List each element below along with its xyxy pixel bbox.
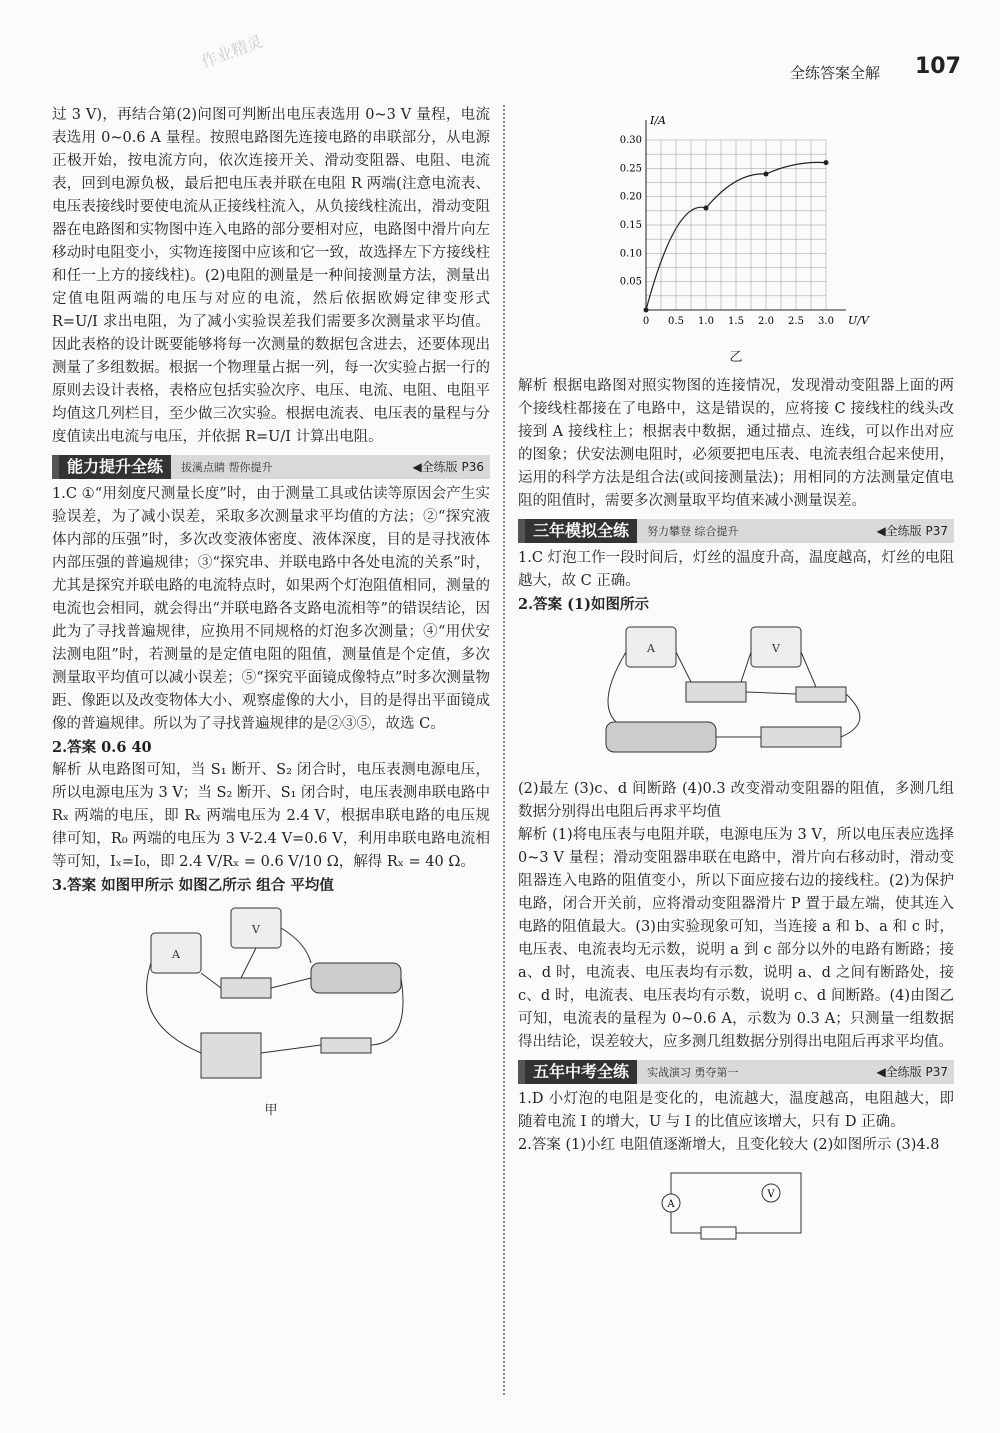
x-tick-label: 2.0 [758,316,774,327]
svg-text:A: A [172,948,180,961]
analysis-s2-q2: 解析 (1)将电压表与电阻并联，电源电压为 3 V，所以电压表应选择 0~3 V 量程；滑动变阻器串联在电路中，滑片向右移动时，滑动变阻器连入电路的阻值变小，所以下面应接右边的接线柱。(2)为保护电路，闭合开关前，应将滑动变阻器滑片 P 置于最左端，使其连入电路的阻值最大。(3)由实验现象可知，当连接 a 和 b、a 和 c 时，电压表、电流表均无示数，说明 a 到 c 部分以外的电路有断路；接 a、d 时，电流表、电压表均有示数，说明 a、d 之间有断路处，接 c、d 时，电流表、电压表均有示数，说明 c、d 间断路。(4)由图乙可知，电流表的量程为 0~0.6 A，示数为 0.3 A；只测量一组数据得出结论，误差较大，应多测几组数据分别得出电阻后再求平均值。 [518,827,954,1050]
svg-text:V: V [772,642,780,655]
svg-text:V: V [252,923,260,936]
figure-caption-yi: 乙 [729,350,743,365]
resistor-icon [686,682,746,702]
section-header-five-year [518,1060,954,1084]
section-title: 能力提升全练 [59,455,171,479]
right-column [518,104,954,1244]
answer-s2-q1: 1.C 灯泡工作一段时间后，灯丝的温度升高，温度越高，灯丝的电阻越大，故 C 正确。 [518,550,954,589]
answer-s2-q2-more: (2)最左 (3)c、d 间断路 (4)0.3 改变滑动变阻器的阻值，多测几组数据分别得出电阻后再求平均值 [518,781,954,820]
svg-text:V: V [767,1189,775,1200]
y-tick-label: 0.30 [619,135,642,146]
data-point [644,308,649,313]
data-point [824,160,829,165]
lamp-icon [221,978,271,998]
page-number: 107 [915,54,961,79]
section-subtitle: 努力攀登 综合提升 [647,524,739,538]
y-tick-label: 0.15 [619,220,642,231]
x-tick-label: 0 [642,316,650,327]
resistor-symbol [701,1227,736,1239]
intro-paragraph: 过 3 V)，再结合第(2)问图可判断出电压表选用 0~3 V 量程，电流表选用 0~0.6 A 量程。按照电路图先连接电路的串联部分，从电源正极开始，按电流方向，依次连接开关、滑动变阻器、电阻、电流表，回到电源负极，最后把电压表并联在电阻 R 两端(注意电流表、电压表接线时要使电流从正接线柱流入，从负接线柱流出，滑动变阻器在电路图和实物图中连入电路的部分要相对应，电路图中滑片向左移动时电阻变小，实物连接图中应该和它一致，故选择左下方接线柱和任一上方的接线柱)。(2)电阻的测量是一种间接测量方法，测量出定值电阻两端的电压与对应的电流，然后依据欧姆定律变形式 R=U/I 求出电阻，为了减小实验误差我们需要多次测量求平均值。因此表格的设计既要能够将每一次测量的数据包含进去，还要体现出测量了多组数据。根据一个物理量占据一列，每一次实验占据一行的原则去设计表格，表格应包括实验次序、电压、电流、电阻、电阻平均值这几列栏目，至少做三次实验。根据电流表、电压表的量程与分度值读出电流与电压，并依据 R=U/I 计算出电阻。 [52,107,490,445]
answer-q1: 1.C ①“用刻度尺测量长度”时，由于测量工具或估读等原因会产生实验误差，为了减小误差，采取多次测量求平均值的方法；②“探究液体内部的压强”时，多次改变液体密度、液体深度，目的是寻找液体内部压强的普遍规律；③“探究串、并联电路中各处电流的关系”时，尤其是探究并联电路的电流特点时，如果两个灯泡阻值相同，测量的电流也会相同，就会得出“并联电路各支路电流相等”的错误结论，因此为了寻找普遍规律，应换用不同规格的灯泡多次测量；④“用伏安法测电阻”时，若测量的是定值电阻的阻值，测量值是个定值，多次测量取平均值可以减小误差；⑤“探究平面镜成像特点”时多次测量物距、像距以及改变物体大小、观察虚像的大小，目的是得出平面镜成像的普遍规律。所以为了寻找普遍规律的是②③⑤，故选 C。 [52,486,490,732]
answer-s3-q1: 1.D 小灯泡的电阻是变化的，电流越大，温度越高，电阻越大，即随着电流 I 的增大，U 与 I 的比值应该增大，只有 D 正确。 [518,1091,954,1130]
watermark: 作业精灵 [198,31,266,72]
analysis-q2: 解析 从电路图可知，当 S₁ 断开、S₂ 闭合时，电压表测电源电压，所以电源电压为 3 V；当 S₂ 断开、S₁ 闭合时，电压表测串联电路中 Rₓ 两端的电压，即 Rₓ 两端电压为 2.4 V，根据串联电路的电压规律可知，R₀ 两端的电压为 3 V-2.4 V=0.6 V，利用串联电路电流相等可知，Iₓ=I₀，即 2.4 V/Rₓ = 0.6 V/10 Ω，解得 Rₓ = 40 Ω。 [52,762,490,870]
section-header-ability [52,455,490,479]
section-title: 五年中考全练 [525,1060,637,1084]
switch-icon [321,1038,371,1053]
x-tick-label: 1.5 [728,316,744,327]
circuit-diagram-small [661,1163,811,1238]
answer-s2-q2: 2.答案 (1)如图所示 [518,596,649,613]
svg-text:A: A [647,642,655,655]
data-point [764,172,769,177]
answer-s3-q2: 2.答案 (1)小红 电阻值逐渐增大，且变化较大 (2)如图所示 (3)4.8 [518,1137,940,1153]
rheostat-icon [311,963,401,993]
figure-caption-jia: 甲 [264,1103,278,1118]
data-point [704,206,709,211]
y-tick-label: 0.25 [619,163,642,175]
battery-icon [201,1033,261,1078]
svg-text:A: A [667,1199,675,1210]
section-subtitle: 拔溪点睛 帮你提升 [181,460,273,474]
rheostat-icon [606,722,716,752]
left-column [52,104,490,1122]
x-tick-label: 0.5 [668,316,684,327]
section-ref: ◀全练版 P37 [876,1064,948,1079]
x-tick-label: 1.0 [698,316,714,327]
analysis-graph: 解析 根据电路图对照实物图的连接情况，发现滑动变阻器上面的两个接线柱都接在了电路中，这是错误的，应将接 C 接线柱的线头改接到 A 接线柱上；根据表中数据，通过描点、连线，可以作出对应的图象；伏安法测电阻时，必须要把电压表、电流表组合起来使用，运用的科学方法是组合法(或间接测量法)；用相同的方法测量定值电阻的阻值时，需要多次测量取平均值来减小测量误差。 [518,378,954,509]
answer-q3: 3.答案 如图甲所示 如图乙所示 组合 平均值 [52,877,334,894]
section-subtitle: 实战演习 勇夺第一 [647,1065,739,1079]
x-axis-label: U/V [848,314,869,327]
iu-graph [606,110,869,340]
column-divider [503,105,505,1395]
y-tick-label: 0.05 [619,276,642,288]
section-ref: ◀全练版 P36 [412,459,484,474]
section-ref: ◀全练版 P37 [876,523,948,538]
running-header: 全练答案全解 [790,64,881,82]
answer-q2: 2.答案 0.6 40 [52,739,152,756]
circuit-figure-jia [121,903,421,1093]
y-tick-label: 0.10 [619,248,642,260]
x-tick-label: 3.0 [818,316,834,327]
switch-icon [796,687,846,702]
x-tick-label: 2.5 [788,316,804,327]
y-tick-label: 0.20 [619,191,642,203]
circuit-figure-answer [586,622,886,772]
section-title: 三年模拟全练 [525,519,637,543]
battery-icon [761,727,841,747]
y-axis-label: I/A [650,114,666,127]
section-header-three-year [518,519,954,543]
